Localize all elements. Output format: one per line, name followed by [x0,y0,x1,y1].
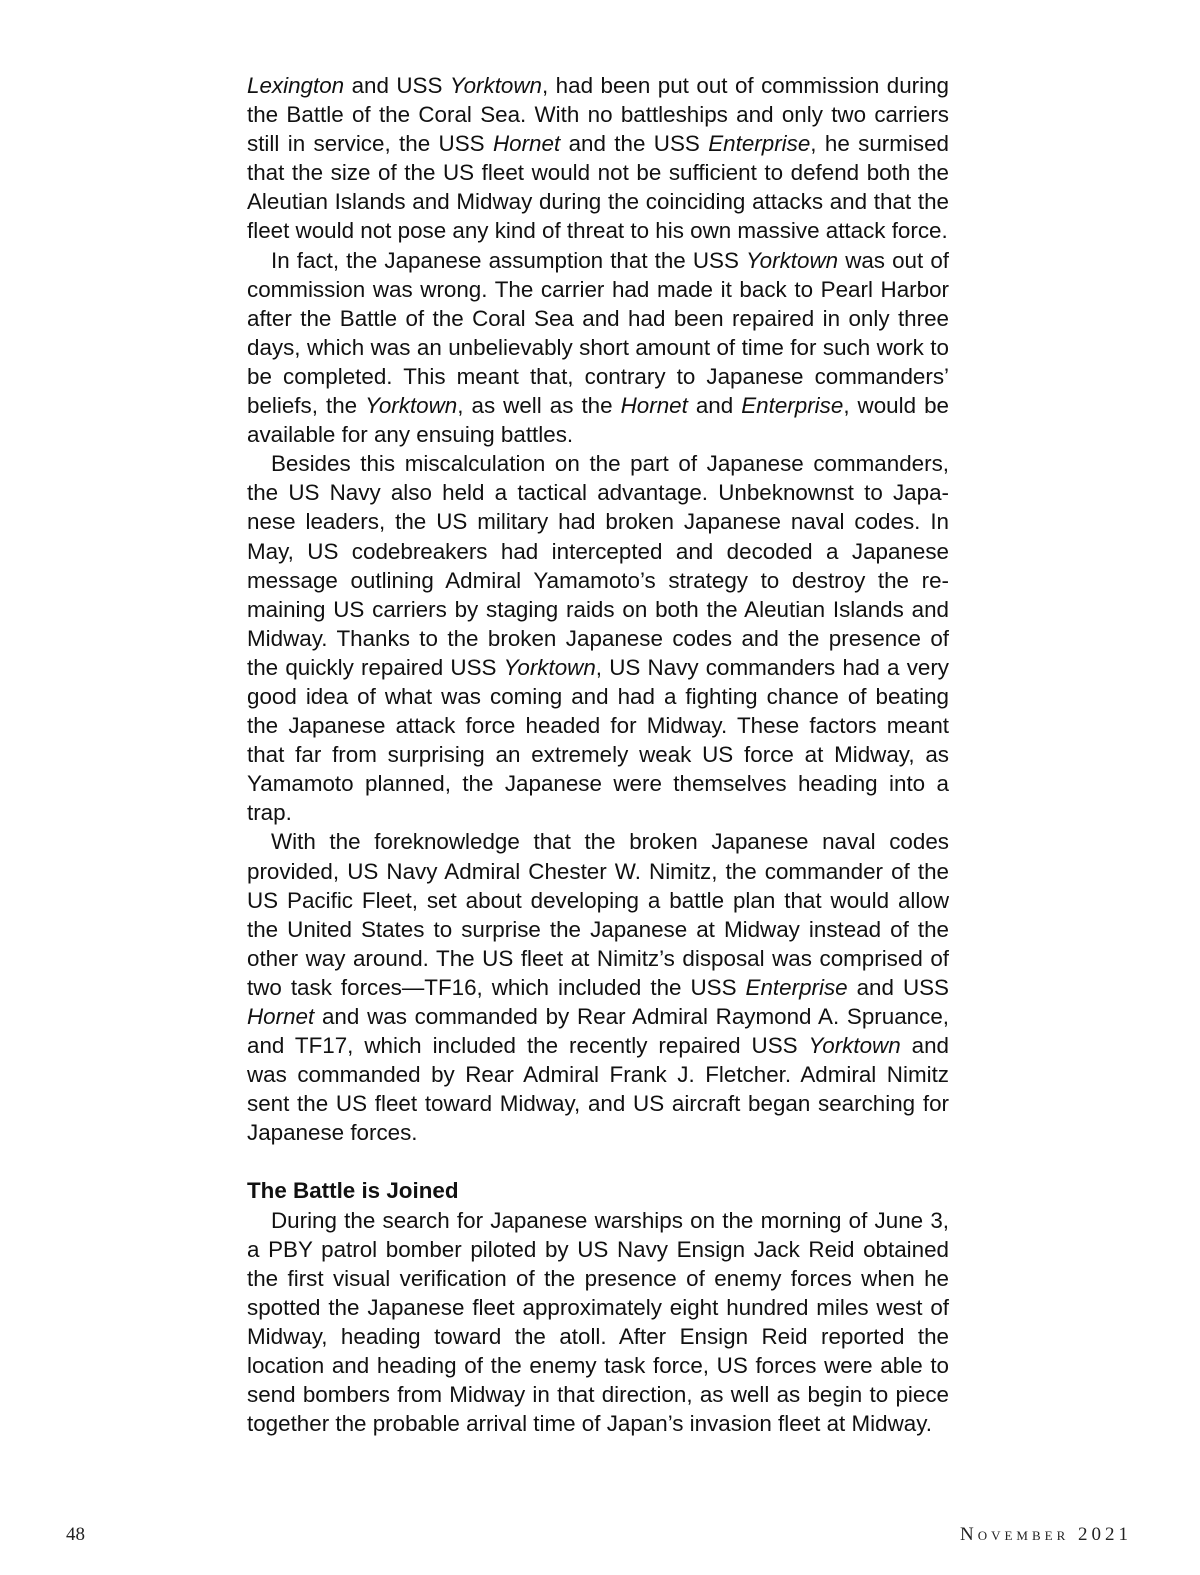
section-heading: The Battle is Joined [247,1178,459,1204]
italic-title: Enterprise [708,131,811,157]
text-column [247,71,949,1438]
italic-title: Yorktown [745,247,839,273]
italic-title: Hornet [492,131,561,157]
paragraph-4: With the foreknowledge that the broken Japanese naval codes provided, US Navy Admiral Chester W. Nimitz, the commander of the US Pacific Fleet, set about developing a battle plan that would allow the United States to surprise the Japanese at Midway instead of the other way around. The US fleet at Nimitz’s disposal was comprised of two task forces—TF16, which included the USS Enterprise and USS Hornet and was commanded by Rear Admiral Raymond A. Spruance, and TF17, which included the recently repaired USS Yorktown and was commanded by Rear Admiral Frank J. Fletcher. Admiral Nimitz sent the US fleet toward Midway, and US aircraft began searching for Japanese forces. [247,829,949,1146]
italic-title: Hornet [247,1004,315,1029]
italic-title: Lexington [247,73,345,98]
italic-title: Yorktown [449,73,542,98]
page-number: 48 [66,1524,85,1545]
paragraph-2: In fact, the Japanese assumption that the USS Yorktown was out of commission was wrong. The carrier had made it back to Pearl Harbor after the Battle of the Coral Sea and had been repaired in only three days, which was an unbelievably short amount of time for such work to be completed. This meant that, contrary to Japanese commanders’ beliefs, the Yorktown, as well as the Hornet and Enterprise, would be available for any ensuing battles. [247,247,949,448]
paragraph-3: Besides this miscalculation on the part of Japanese commanders, the US Navy also held a tactical advantage. Unbeknownst to Japanese leaders, the US military had broken Japanese naval codes. In May, US codebreakers had intercepted and decoded a Japanese message outlining Admiral Yamamoto’s strategy to destroy the remaining US carriers by staging raids on both the Aleutian Islands and Midway. Thanks to the broken Japanese codes and the presence of the quickly repaired USS Yorktown, US Navy commanders had a very good idea of what was coming and had a fighting chance of beating the Japanese attack force headed for Midway. These factors meant that far from surprising an extremely weak US force at Midway, as Yamamoto planned, the Japanese were themselves heading into a trap. [247,451,950,826]
paragraph-5: During the search for Japanese warships on the morning of June 3, a PBY patrol bomber piloted by US Navy Ensign Jack Reid obtained the first visual verification of the presence of enemy forces when he spotted the Japanese fleet approximately eight hundred miles west of Midway, heading toward the atoll. After Ensign Reid reported the location and heading of the enemy task force, US forces were able to send bombers from Midway in that direction, as well as begin to piece together the probable arrival time of Japan’s invasion fleet at Midway. [247,1207,949,1437]
italic-title: Enterprise [745,974,848,1000]
italic-title: Yorktown [365,393,458,419]
italic-title: Enterprise [741,393,844,419]
italic-title: Yorktown [503,654,596,680]
running-footer: November 2021 [959,1524,1132,1545]
paragraph-1: Lexington and USS Yorktown, had been put out of commission during the Battle of the Coral Sea. With no battleships and only two carriers still in service, the USS Hornet and the USS Enterprise, he surmised that the size of the US fleet would not be sufficient to defend both the Aleutian Islands and Midway during the coinciding attacks and that the fleet would not pose any kind of threat to his own massive attack force. [247,73,949,244]
italic-title: Yorktown [808,1033,901,1059]
italic-title: Hornet [620,393,688,419]
